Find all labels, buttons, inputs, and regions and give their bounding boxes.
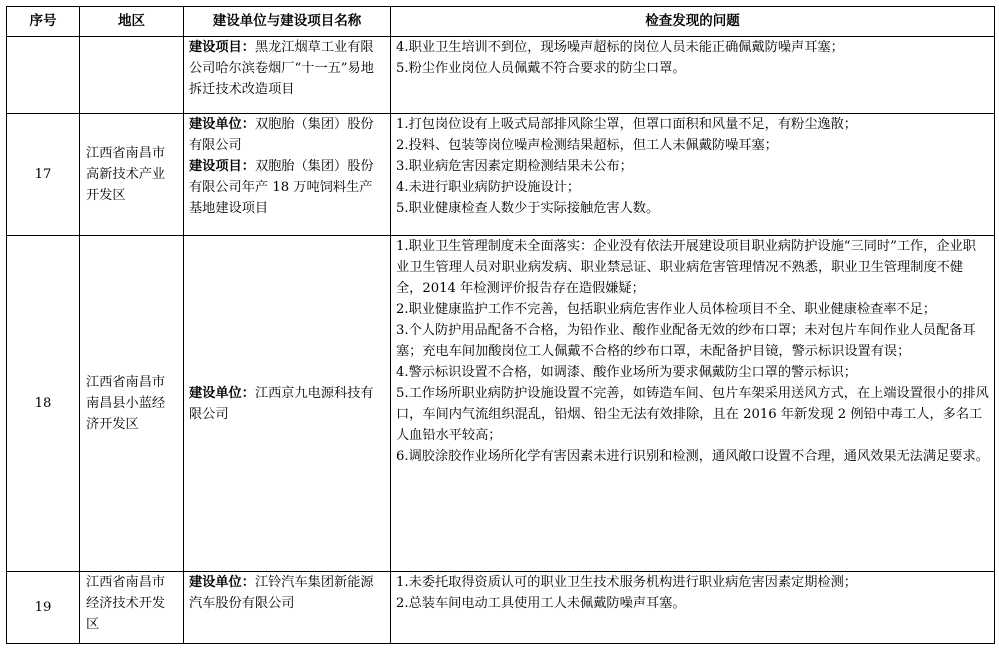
table-row [7,37,995,114]
issue-item: 4.警示标识设置不合格，如调漆、酸作业场所为要求佩戴防尘口罩的警示标识； [396,365,857,380]
row-unit-project [184,37,391,114]
issue-item: 2.职业健康监护工作不完善，包括职业病危害作业人员体检项目不全、职业健康检查率不足； [396,302,937,317]
row-unit-project [184,236,391,572]
row-unit-project [184,114,391,236]
project-entry [189,37,385,100]
unit-name: 江西京九电源科技有限公司 [189,385,374,422]
issue-item: 2.投料、包装等岗位噪声检测结果超标，但工人未佩戴防噪耳塞； [396,138,778,153]
header-issues: 检查发现的问题 [391,7,995,37]
table-row [7,572,995,644]
row-unit-project [184,572,391,644]
table-row [7,236,995,572]
issue-item: 3.个人防护用品配备不合格，为铅作业、酸作业配备无效的纱布口罩；未对包片车间作业人员配备耳塞；充电车间加酸岗位工人佩戴不合格的纱布口罩，未配备护目镜，警示标识设置有误； [396,323,976,359]
issue-item: 3.职业病危害因素定期检测结果未公布； [396,159,633,174]
row-region: 江西省南昌市高新技术产业开发区 [80,114,184,236]
row-number: 19 [7,572,80,644]
table-row [7,114,995,236]
issue-item: 5.工作场所职业病防护设施设置不完善，如铸造车间、包片车架采用送风方式，在上端设置很小的排风口，车间内气流组织混乱，铅烟、铅尘无法有效排除，且在 2016 年新发现 2 例铅中毒工人，多名工人血铅水平较高； [396,386,989,443]
header-no: 序号 [7,7,80,37]
row-issues [391,37,995,114]
project-name: 黑龙江烟草工业有限公司哈尔滨卷烟厂“十一五”易地拆迁技术改造项目 [189,40,374,97]
project-label: 建设项目： [189,40,255,55]
header-unit-project: 建设单位与建设项目名称 [184,7,391,37]
issue-item: 1.打包岗位设有上吸式局部排风除尘罩，但罩口面积和风量不足，有粉尘逸散； [396,117,857,132]
header-row [7,7,995,37]
row-number [7,37,80,114]
row-issues [391,114,995,236]
inspection-table [6,6,995,644]
unit-name: 双胞胎（集团）股份有限公司 [189,117,374,153]
project-name: 双胞胎（集团）股份有限公司年产 18 万吨饲料生产基地建设项目 [189,159,374,216]
unit-entry [189,383,385,425]
unit-name: 江铃汽车集团新能源汽车股份有限公司 [189,575,374,611]
issue-item: 6.调胶涂胶作业场所化学有害因素未进行识别和检测，通风敞口设置不合理，通风效果无法满足要求。 [396,449,989,464]
issue-item: 5.粉尘作业岗位人员佩戴不符合要求的防尘口罩。 [396,61,686,76]
issue-item: 4.未进行职业病防护设施设计； [396,180,581,195]
unit-entry [189,114,385,156]
project-label: 建设项目： [189,159,255,174]
project-entry [189,156,385,219]
row-region: 江西省南昌市经济技术开发区 [80,572,184,644]
issue-item: 1.未委托取得资质认可的职业卫生技术服务机构进行职业病危害因素定期检测； [396,575,857,590]
issue-item: 4.职业卫生培训不到位，现场噪声超标的岗位人员未能正确佩戴防噪声耳塞； [396,40,844,55]
issue-item: 5.职业健康检查人数少于实际接触危害人数。 [396,201,660,216]
row-region: 江西省南昌市南昌县小蓝经济开发区 [80,236,184,572]
row-region [80,37,184,114]
row-issues [391,572,995,644]
unit-entry [189,572,385,614]
row-number: 17 [7,114,80,236]
row-issues [391,236,995,572]
issue-item: 2.总装车间电动工具使用工人未佩戴防噪声耳塞。 [396,596,686,611]
issue-item: 1.职业卫生管理制度未全面落实：企业没有依法开展建设项目职业病防护设施“三同时”工作，企业职业卫生管理人员对职业病发病、职业禁忌证、职业病危害管理情况不熟悉，职业卫生管理制度不健全，2014 年检测评价报告存在造假嫌疑； [396,239,976,296]
unit-label: 建设单位： [189,385,255,401]
header-region: 地区 [80,7,184,37]
unit-label: 建设单位： [189,117,255,132]
unit-label: 建设单位： [189,575,255,590]
row-number: 18 [7,236,80,572]
